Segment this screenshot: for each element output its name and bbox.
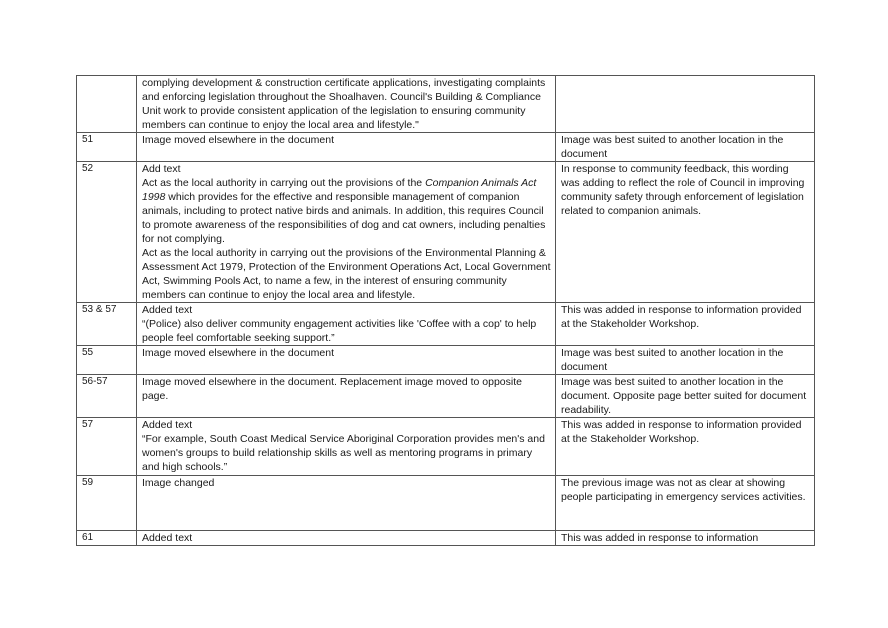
page-number-cell: 53 & 57 xyxy=(77,303,137,346)
change-text: Image moved elsewhere in the document xyxy=(142,347,335,359)
change-paragraph xyxy=(142,176,551,246)
change-text: Act as the local authority in carrying out the provisions of the xyxy=(142,177,426,189)
table-row xyxy=(77,531,815,546)
change-text: Image changed xyxy=(142,477,215,489)
change-cell xyxy=(137,76,556,133)
change-quote: “For example, South Coast Medical Service Aboriginal Corporation provides men's and women's groups to build relationship skills as well as mentoring programs in primary and high schools.” xyxy=(142,433,545,473)
change-text: complying development & construction certificate applications, investigating complaints and enforcing legislation throughout the Shoalhaven. Council's Building & Compliance Unit work to provide consistent application of the legislation to ensuring community members can continue to enjoy the local area and lifestyle." xyxy=(142,77,546,131)
change-cell xyxy=(137,418,556,476)
change-cell xyxy=(137,476,556,531)
change-paragraph: Act as the local authority in carrying out the provisions of the Environmental Planning & Assessment Act 1979, Protection of the Environment Operations Act, Local Government Act, Swimming Pools Act, to name a few, in the interest of ensuring community members can continue to enjoy the local area and lifestyle. xyxy=(142,247,551,301)
change-text: Added text xyxy=(142,532,193,544)
change-text: Image moved elsewhere in the document xyxy=(142,134,335,146)
table-row xyxy=(77,303,815,346)
change-heading: Added text xyxy=(142,419,193,431)
table-row xyxy=(77,375,815,418)
change-text: Image moved elsewhere in the document. Replacement image moved to opposite page. xyxy=(142,376,522,402)
change-text: which provides for the effective and responsible management of companion animals, including to protect native birds and animals. In addition, this requires Council to promote awareness of the responsibilities of dog and cat owners, including penalties for not complying. xyxy=(142,191,546,245)
page-number-cell: 57 xyxy=(77,418,137,476)
change-cell xyxy=(137,531,556,546)
reason-cell: The previous image was not as clear at showing people participating in emergency services activities. xyxy=(556,476,815,531)
table-row xyxy=(77,418,815,476)
table-row xyxy=(77,162,815,303)
table-row xyxy=(77,476,815,531)
reason-cell: This was added in response to information provided at the Stakeholder Workshop. xyxy=(556,418,815,476)
reason-cell: Image was best suited to another location in the document. Opposite page better suited for document readability. xyxy=(556,375,815,418)
reason-cell: This was added in response to information provided at the Stakeholder Workshop. xyxy=(556,303,815,346)
act-title: Companion Animals Act 1998 xyxy=(142,177,537,203)
change-cell xyxy=(137,346,556,375)
table-row xyxy=(77,76,815,133)
page-number-cell: 52 xyxy=(77,162,137,303)
change-cell xyxy=(137,162,556,303)
change-heading: Add text xyxy=(142,163,181,175)
change-cell xyxy=(137,375,556,418)
reason-cell: This was added in response to information xyxy=(556,531,815,546)
table-row xyxy=(77,346,815,375)
page-number-cell: 59 xyxy=(77,476,137,531)
change-heading: Added text xyxy=(142,304,193,316)
reason-cell xyxy=(556,76,815,133)
table-row xyxy=(77,133,815,162)
page-number-cell: 55 xyxy=(77,346,137,375)
changes-table xyxy=(76,75,815,546)
page-number-cell: 61 xyxy=(77,531,137,546)
change-quote: “(Police) also deliver community engagement activities like 'Coffee with a cop' to help people feel comfortable seeking support.” xyxy=(142,318,537,344)
page-number-cell: 51 xyxy=(77,133,137,162)
reason-cell: In response to community feedback, this wording was adding to reflect the role of Council in improving community safety through enforcement of legislation related to companion animals. xyxy=(556,162,815,303)
change-cell xyxy=(137,303,556,346)
page-number-cell: 56-57 xyxy=(77,375,137,418)
page-number-cell xyxy=(77,76,137,133)
reason-cell: Image was best suited to another location in the document xyxy=(556,133,815,162)
change-cell xyxy=(137,133,556,162)
reason-cell: Image was best suited to another location in the document xyxy=(556,346,815,375)
